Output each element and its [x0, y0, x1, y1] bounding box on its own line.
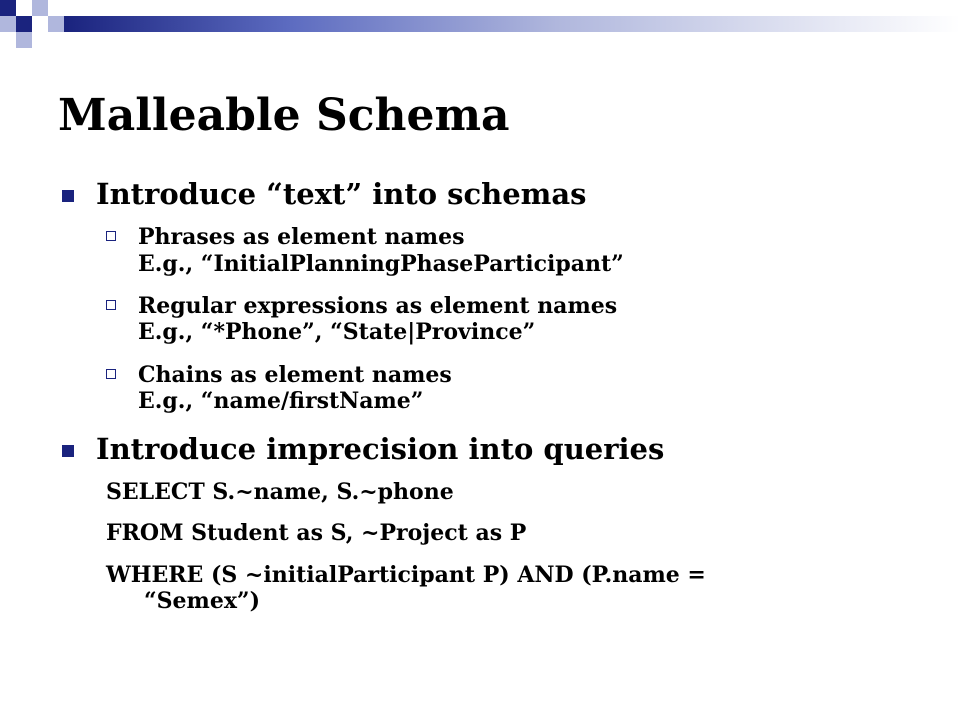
square-bullet-icon [62, 445, 74, 457]
bullet-text: Introduce “text” into schemas [96, 177, 587, 211]
bullet-schemas [58, 176, 938, 212]
deco-square [16, 32, 32, 48]
slide-content [58, 176, 938, 629]
subitem-line2: E.g., “*Phone”, “State|Province” [138, 319, 536, 346]
subitem-chains [58, 362, 938, 415]
sql-from-line: FROM Student as S, ~Project as P [106, 520, 527, 547]
subitem-line1: Phrases as element names [138, 224, 465, 251]
deco-square [0, 16, 16, 32]
deco-square [32, 0, 48, 16]
subitem-regex [58, 293, 938, 346]
bullet-imprecision [58, 431, 938, 467]
header-decoration [0, 0, 80, 70]
deco-square [48, 16, 64, 32]
subitem-line2: E.g., “InitialPlanningPhaseParticipant” [138, 250, 624, 277]
subitem-line1: Chains as element names [138, 361, 452, 388]
sql-select-line: SELECT S.~name, S.~phone [106, 478, 454, 505]
square-bullet-icon [62, 190, 74, 202]
hollow-square-bullet-icon [106, 300, 116, 310]
subitem-line2: E.g., “name/firstName” [138, 388, 424, 415]
deco-square [16, 0, 32, 16]
subitem-phrases [58, 224, 938, 277]
deco-square [32, 16, 48, 32]
deco-square [16, 16, 32, 32]
slide-title: Malleable Schema [58, 90, 510, 141]
deco-square [0, 0, 16, 16]
subitem-line1: Regular expressions as element names [138, 293, 618, 320]
hollow-square-bullet-icon [106, 231, 116, 241]
deco-square [0, 32, 16, 48]
sql-where-continuation: “Semex”) [144, 588, 260, 615]
hollow-square-bullet-icon [106, 369, 116, 379]
sql-where-clause [58, 562, 938, 615]
bullet-text: Introduce imprecision into queries [96, 431, 665, 466]
header-gradient-bar [64, 16, 960, 32]
sql-where-line: WHERE (S ~initialParticipant P) AND (P.name = [106, 561, 706, 588]
